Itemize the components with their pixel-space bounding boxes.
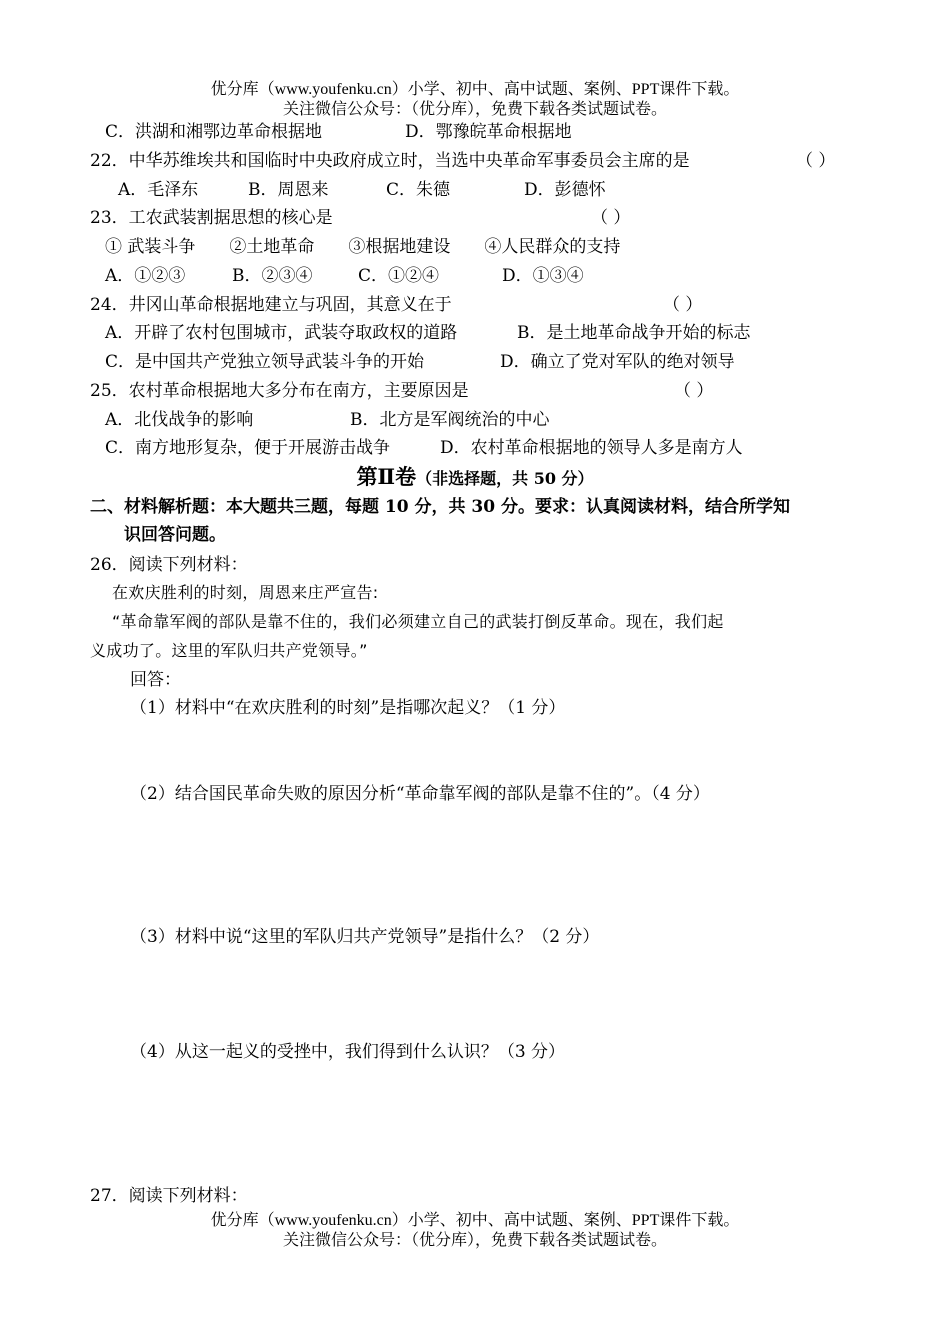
q25-stem: 25．农村革命根据地大多分布在南方，主要原因是 <box>90 381 469 401</box>
section-2-heading-line2: 识回答问题。 <box>124 525 226 545</box>
q26-material-line3: 义成功了。这里的军队归共产党领导。” <box>90 641 368 660</box>
q22-stem: 22．中华苏维埃共和国临时中央政府成立时，当选中央革命军事委员会主席的是 <box>90 151 690 171</box>
page-header-line2: 关注微信公众号：（优分库），免费下载各类试题试卷。 <box>282 101 667 118</box>
page-footer-line1: 优分库（www.youfenku.cn）小学、初中、高中试题、案例、PPT课件下载。 <box>210 1212 740 1229</box>
q22-answer-blank: （ ） <box>796 151 836 171</box>
q26-subquestion-4: （4）从这一起义的受挫中，我们得到什么认识？（3 分） <box>130 1042 566 1062</box>
q22-option-a: A．毛泽东 <box>118 180 199 200</box>
q23-answer-blank: （ ） <box>591 208 631 228</box>
page-footer-line2: 关注微信公众号：（优分库），免费下载各类试题试卷。 <box>282 1232 667 1249</box>
q23-items: ① 武装斗争 ②土地革命 ③根据地建设 ④人民群众的支持 <box>105 237 621 257</box>
q26-subquestion-3: （3）材料中说“这里的军队归共产党领导”是指什么？（2 分） <box>130 927 600 947</box>
q24-option-b: B．是土地革命战争开始的标志 <box>517 323 751 343</box>
q24-option-c: C．是中国共产党独立领导武装斗争的开始 <box>105 352 425 372</box>
q23-stem: 23．工农武装割据思想的核心是 <box>90 208 333 228</box>
q26-material-line1: 在欢庆胜利的时刻，周恩来庄严宣告: <box>112 583 379 602</box>
section-2-title <box>0 464 950 492</box>
q27-stem: 27．阅读下列材料： <box>90 1186 248 1206</box>
q25-option-b: B．北方是军阀统治的中心 <box>350 410 550 430</box>
q22-option-d: D．彭德怀 <box>524 180 606 200</box>
q25-answer-blank: （ ） <box>674 381 714 401</box>
q21-option-c: C．洪湖和湘鄂边革命根据地 <box>105 122 323 142</box>
page-header-line1: 优分库（www.youfenku.cn）小学、初中、高中试题、案例、PPT课件下载。 <box>210 81 740 98</box>
q25-option-a: A．北伐战争的影响 <box>105 410 254 430</box>
q22-option-b: B．周恩来 <box>248 180 329 200</box>
q25-option-d: D．农村革命根据地的领导人多是南方人 <box>440 438 743 458</box>
q24-option-a: A．开辟了农村包围城市，武装夺取政权的道路 <box>105 323 458 343</box>
q23-option-d: D．①③④ <box>502 266 584 286</box>
q24-answer-blank: （ ） <box>663 295 703 315</box>
q26-subquestion-1: （1）材料中“在欢庆胜利的时刻”是指哪次起义？（1 分） <box>130 698 566 718</box>
section-2-title-sub: （非选择题，共 50 分） <box>416 469 594 488</box>
q25-option-c: C．南方地形复杂，便于开展游击战争 <box>105 438 391 458</box>
section-2-title-main: 第Ⅱ卷 <box>356 464 417 489</box>
section-2-heading-line1: 二、材料解析题：本大题共三题，每题 10 分，共 30 分。要求：认真阅读材料，结合所学知 <box>90 497 790 517</box>
q23-option-a: A．①②③ <box>105 266 186 286</box>
q26-subquestion-2: （2）结合国民革命失败的原因分析“革命靠军阀的部队是靠不住的”。（4 分） <box>130 784 710 804</box>
q22-option-c: C．朱德 <box>386 180 451 200</box>
q26-stem: 26．阅读下列材料： <box>90 555 248 575</box>
q24-stem: 24．井冈山革命根据地建立与巩固，其意义在于 <box>90 295 452 315</box>
q24-option-d: D．确立了党对军队的绝对领导 <box>500 352 735 372</box>
q26-answer-label: 回答： <box>130 670 181 690</box>
q23-option-c: C．①②④ <box>358 266 440 286</box>
q26-material-line2: “革命靠军阀的部队是靠不住的，我们必须建立自己的武装打倒反革命。现在，我们起 <box>112 612 724 631</box>
q23-option-b: B．②③④ <box>232 266 313 286</box>
q21-option-d: D．鄂豫皖革命根据地 <box>405 122 572 142</box>
